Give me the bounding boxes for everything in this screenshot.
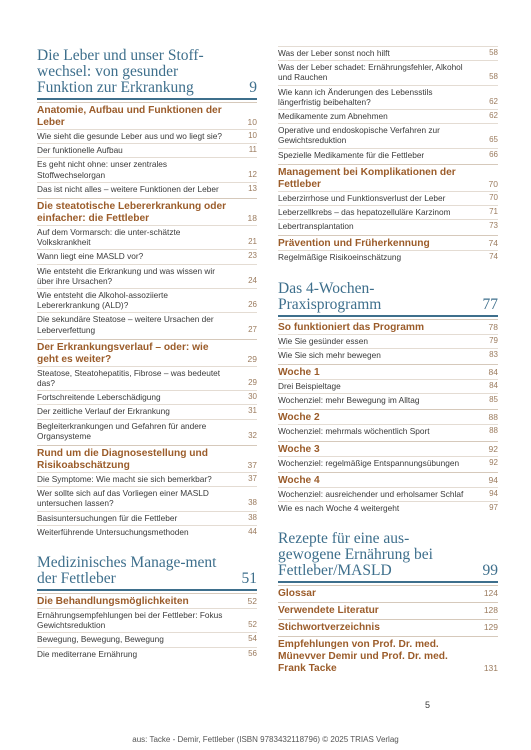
toc-item <box>278 60 498 84</box>
toc-page-ref: 27 <box>248 324 257 334</box>
toc-page-ref: 11 <box>248 145 257 155</box>
toc-item-title: Wie es nach Woche 4 weitergeht <box>278 503 400 514</box>
toc-item <box>37 608 257 632</box>
toc-section <box>278 619 498 634</box>
toc-item <box>278 219 498 233</box>
toc-item-title: Bewegung, Bewegung, Bewegung <box>37 634 164 645</box>
toc-item <box>37 225 257 249</box>
toc-page-ref: 29 <box>248 378 257 388</box>
toc-page-ref: 10 <box>248 131 257 140</box>
toc-item <box>278 393 498 407</box>
toc-page-ref: 13 <box>248 183 257 193</box>
toc-page-ref: 99 <box>482 562 498 580</box>
toc-page-ref: 128 <box>483 605 498 616</box>
toc-section-title: So funktioniert das Programm <box>278 321 425 333</box>
toc-page-ref: 32 <box>248 430 257 440</box>
toc-section <box>37 445 257 472</box>
toc-item-title: Die Symptome: Wie macht sie sich bemerkbar? <box>37 474 212 485</box>
toc-page-ref: 23 <box>248 251 257 261</box>
toc-page-ref: 74 <box>488 238 498 249</box>
toc-item <box>278 205 498 219</box>
toc-item-title: Wie Sie sich mehr bewegen <box>278 349 381 360</box>
toc-section-title: Glossar <box>278 588 316 600</box>
toc-section <box>37 339 257 366</box>
toc-page-ref: 66 <box>489 149 498 159</box>
toc-section <box>278 235 498 250</box>
toc-section <box>37 593 257 608</box>
toc-chapter <box>278 531 498 579</box>
toc-item-title: Wochenziel: regelmäßige Entspannungsübungen <box>278 457 460 468</box>
toc-section <box>278 319 498 334</box>
toc-item-title: Begleiterkrankungen und Gefahren für andere Organsysteme <box>37 420 207 441</box>
toc-item <box>37 486 257 510</box>
toc-page-ref: 26 <box>248 300 257 310</box>
toc-item-title: Wochenziel: mehrmals wöchentlich Sport <box>278 426 430 437</box>
toc-page-ref: 51 <box>241 570 257 588</box>
toc-chapter <box>37 48 257 96</box>
toc-item <box>37 264 257 288</box>
toc-item <box>37 525 257 539</box>
toc-item <box>37 419 257 443</box>
toc-item-title: Der funktionelle Aufbau <box>37 145 123 156</box>
toc-item <box>37 366 257 390</box>
toc-item-title: Leberzellkrebs – das hepatozelluläre Karzinom <box>278 207 451 218</box>
toc-chapter <box>278 281 498 313</box>
toc-section-title: Rund um die Diagnosestellung und Risikoabschätzung <box>37 448 208 472</box>
toc-item-title: Die mediterrane Ernährung <box>37 648 138 659</box>
toc-section <box>278 585 498 600</box>
toc-page-ref: 18 <box>247 213 257 224</box>
toc-item <box>278 456 498 470</box>
toc-page-ref: 131 <box>483 663 498 674</box>
toc-item <box>37 288 257 312</box>
toc-page-ref: 92 <box>488 443 498 454</box>
toc-item <box>278 250 498 264</box>
toc-page-ref: 31 <box>248 406 257 416</box>
toc-page-ref: 73 <box>489 221 498 231</box>
toc-item-title: Fortschreitende Leberschädigung <box>37 392 161 403</box>
toc-item <box>278 109 498 123</box>
toc-section <box>37 102 257 129</box>
toc-item-title: Was der Leber schadet: Ernährungsfehler, Alkohol und Rauchen <box>278 62 463 83</box>
toc-item <box>37 472 257 486</box>
toc-section <box>278 441 498 456</box>
toc-item-title: Wie sieht die gesunde Leber aus und wo liegt sie? <box>37 131 222 141</box>
toc-item-title: Lebertransplantation <box>278 221 354 232</box>
toc-item-title: Ernährungsempfehlungen bei der Fettleber: Fokus Gewichtsreduktion <box>37 610 223 631</box>
toc-page-ref: 88 <box>488 412 498 423</box>
toc-page-ref: 44 <box>248 526 257 536</box>
toc-item-title: Wie entsteht die Erkrankung und was wissen wir über ihre Ursachen? <box>37 265 216 286</box>
toc-item <box>37 632 257 646</box>
toc-section-title: Anatomie, Aufbau und Funktionen der Leber <box>37 105 222 128</box>
toc-section-title: Empfehlungen von Prof. Dr. med. Münevver Demir und Prof. Dr. med. Frank Tacke <box>278 639 448 675</box>
toc-page-ref: 30 <box>248 392 257 402</box>
toc-item <box>278 487 498 501</box>
toc-section <box>37 198 257 225</box>
toc-section-title: Die Behandlungsmöglichkeiten <box>37 596 189 608</box>
toc-page-ref: 65 <box>489 135 498 145</box>
toc-page-ref: 38 <box>248 498 257 508</box>
toc-item <box>278 46 498 60</box>
toc-page-ref: 52 <box>247 596 257 607</box>
toc-item-title: Wochenziel: ausreichender und erholsamer Schlaf <box>278 488 464 499</box>
toc-item-title: Was der Leber sonst noch hilft <box>278 48 390 58</box>
toc-item-title: Wie Sie gesünder essen <box>278 335 368 346</box>
toc-section <box>278 636 498 675</box>
toc-item-title: Der zeitliche Verlauf der Erkrankung <box>37 406 170 417</box>
toc-item-title: Auf dem Vormarsch: die unter-schätzte Volkskrankheit <box>37 227 181 248</box>
chapter-divider <box>278 581 498 583</box>
toc-page-ref: 29 <box>247 353 257 364</box>
toc-page-ref: 88 <box>489 426 498 436</box>
toc-item-title: Es geht nicht ohne: unser zentrales Stoffwechselorgan <box>37 159 168 180</box>
toc-section <box>278 409 498 424</box>
toc-item-title: Die sekundäre Steatose – weitere Ursachen der Leberverfettung <box>37 314 214 335</box>
chapter-divider <box>37 589 257 591</box>
toc-item <box>278 501 498 515</box>
toc-section-title: Woche 4 <box>278 474 320 486</box>
toc-page-ref: 74 <box>489 252 498 262</box>
toc-page-ref: 12 <box>248 169 257 179</box>
toc-chapter-title: Die Leber und unser Stoff-wechsel: von gesunder Funktion zur Erkrankung <box>37 47 204 96</box>
toc-item <box>37 390 257 404</box>
toc-page-ref: 124 <box>483 588 498 599</box>
toc-item <box>37 404 257 418</box>
toc-section <box>278 364 498 379</box>
toc-page-ref: 84 <box>488 367 498 378</box>
toc-page-ref: 58 <box>489 48 498 57</box>
toc-item <box>37 143 257 157</box>
toc-page-ref: 84 <box>489 381 498 391</box>
toc-item <box>37 312 257 336</box>
footer-credit: aus: Tacke - Demir, Fettleber (ISBN 9783432118796) © 2025 TRIAS Verlag <box>132 735 399 744</box>
toc-item-title: Operative und endoskopische Verfahren zur Gewichtsreduktion <box>278 125 440 146</box>
chapter-divider <box>37 98 257 100</box>
toc-page-ref: 58 <box>489 72 498 82</box>
toc-section-title: Der Erkrankungsverlauf – oder: wie geht es weiter? <box>37 341 209 365</box>
toc-page-ref: 97 <box>489 503 498 513</box>
toc-item <box>37 157 257 181</box>
toc-chapter-title: Medizinisches Manage-ment der Fettleber <box>37 554 217 588</box>
toc-page-ref: 94 <box>488 474 498 485</box>
toc-item-title: Leberzirrhose und Funktionsverlust der Leber <box>278 192 446 203</box>
toc-item <box>278 191 498 205</box>
toc-right-column <box>278 46 498 675</box>
toc-item <box>278 334 498 348</box>
toc-page-ref: 10 <box>247 117 257 127</box>
toc-page-ref: 85 <box>489 395 498 405</box>
toc-item-title: Weiterführende Untersuchungsmethoden <box>37 526 189 537</box>
toc-item-title: Regelmäßige Risikoeinschätzung <box>278 252 402 263</box>
toc-item <box>278 85 498 109</box>
toc-page-ref: 38 <box>248 512 257 522</box>
toc-page-ref: 62 <box>489 111 498 121</box>
toc-item <box>278 148 498 162</box>
toc-left-column <box>37 46 257 661</box>
toc-chapter <box>37 555 257 587</box>
toc-page-ref: 94 <box>489 488 498 498</box>
toc-section-title: Woche 2 <box>278 412 320 424</box>
toc-item <box>37 129 257 143</box>
toc-page-ref: 54 <box>248 634 257 644</box>
toc-page-ref: 78 <box>488 321 498 332</box>
toc-item-title: Wochenziel: mehr Bewegung im Alltag <box>278 395 420 406</box>
toc-section-title: Prävention und Früherkennung <box>278 238 430 250</box>
toc-item-title: Wann liegt eine MASLD vor? <box>37 251 144 262</box>
page-number: 5 <box>425 700 431 710</box>
toc-page-ref: 92 <box>489 457 498 467</box>
toc-item-title: Wer sollte sich auf das Vorliegen einer MASLD untersuchen lassen? <box>37 488 209 509</box>
toc-item <box>278 123 498 147</box>
toc-section-title: Management bei Komplikationen der Fettleber <box>278 166 456 190</box>
toc-page-ref: 70 <box>489 192 498 202</box>
toc-page-ref: 52 <box>248 620 257 630</box>
toc-page-ref: 79 <box>489 335 498 345</box>
toc-page-ref: 62 <box>489 96 498 106</box>
toc-page-ref: 83 <box>489 349 498 359</box>
toc-item <box>37 647 257 661</box>
toc-chapter-title: Das 4-Wochen-Praxisprogramm <box>278 279 382 313</box>
chapter-divider <box>278 315 498 317</box>
toc-section-title: Woche 1 <box>278 367 320 379</box>
toc-page-ref: 70 <box>488 178 498 189</box>
toc-page-ref: 9 <box>249 79 257 96</box>
toc-page-ref: 37 <box>247 460 257 471</box>
toc-page-ref: 129 <box>483 622 498 633</box>
toc-section-title: Woche 3 <box>278 443 320 455</box>
toc-page-ref: 71 <box>489 207 498 217</box>
toc-item-title: Wie entsteht die Alkohol-assoziierte Lebererkrankung (ALD)? <box>37 290 168 311</box>
toc-page-ref: 56 <box>248 648 257 658</box>
toc-page-ref: 77 <box>482 295 498 313</box>
toc-item <box>278 348 498 362</box>
toc-page-ref: 24 <box>248 275 257 285</box>
toc-item <box>278 424 498 438</box>
toc-item-title: Medikamente zum Abnehmen <box>278 111 388 122</box>
toc-item <box>278 379 498 393</box>
toc-item-title: Drei Beispieltage <box>278 381 341 392</box>
toc-section-title: Verwendete Literatur <box>278 605 379 617</box>
toc-item <box>37 511 257 525</box>
toc-page-ref: 21 <box>248 237 257 247</box>
toc-item-title: Spezielle Medikamente für die Fettleber <box>278 149 425 160</box>
toc-item-title: Das ist nicht alles – weitere Funktionen der Leber <box>37 183 219 194</box>
toc-item <box>37 182 257 196</box>
toc-section <box>278 472 498 487</box>
toc-section-title: Die steatotische Lebererkrankung oder einfacher: die Fettleber <box>37 201 227 225</box>
toc-item-title: Wie kann ich Änderungen des Lebensstils längerfristig beibehalten? <box>278 86 433 107</box>
toc-chapter-title: Rezepte für eine aus-gewogene Ernährung bei Fettleber/MASLD <box>278 530 433 580</box>
toc-page-ref: 37 <box>248 474 257 484</box>
toc-item <box>37 249 257 263</box>
toc-item-title: Steatose, Steatohepatitis, Fibrose – was bedeutet das? <box>37 367 221 389</box>
toc-section <box>278 164 498 191</box>
toc-section <box>278 602 498 617</box>
toc-section-title: Stichwortverzeichnis <box>278 622 380 634</box>
toc-item-title: Basisuntersuchungen für die Fettleber <box>37 512 178 523</box>
